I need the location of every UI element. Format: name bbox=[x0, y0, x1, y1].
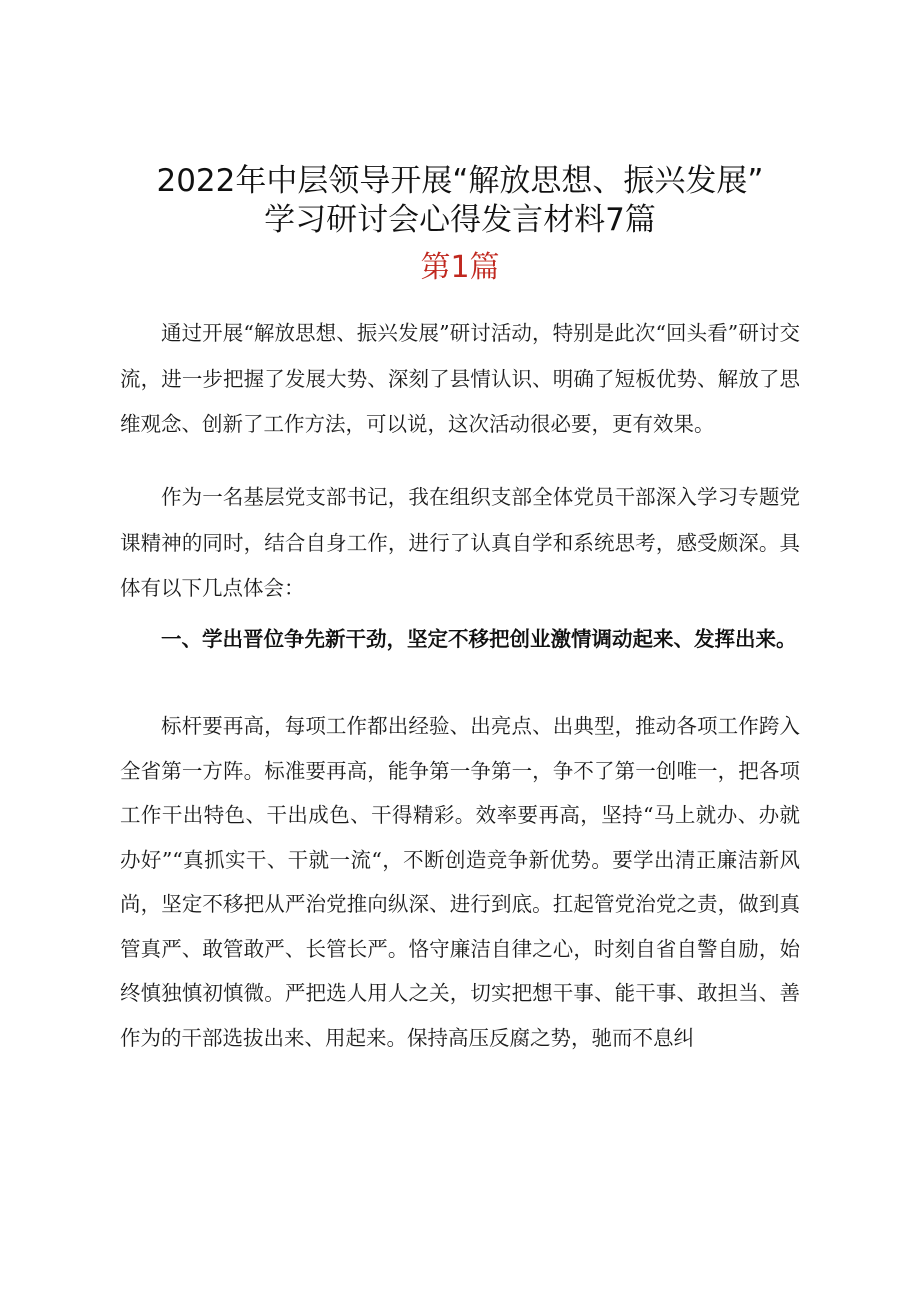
paragraph-intro: 通过开展“解放思想、振兴发展”研讨活动，特别是此次“回头看”研讨交流，进一步把握了发展大势、深刻了县情认识、明确了短板优势、解放了思维观念、创新了工作方法，可以说，这次活动很必要，更有效果。 bbox=[120, 321, 800, 436]
paragraph-role: 作为一名基层党支部书记，我在组织支部全体党员干部深入学习专题党课精神的同时，结合自身工作，进行了认真自学和系统思考，感受颇深。具体有以下几点体会： bbox=[120, 485, 800, 600]
paragraph-heading-one: 一、学出晋位争先新干劲，坚定不移把创业激情调动起来、发挥出来。 bbox=[161, 627, 797, 651]
document-title-line-2: 学习研讨会心得发言材料7篇 bbox=[264, 202, 656, 238]
document-title-line-1: 2022年中层领导开展“解放思想、振兴发展” bbox=[156, 163, 764, 199]
paragraph-body: 标杆要再高，每项工作都出经验、出亮点、出典型，推动各项工作跨入全省第一方阵。标准要再高，能争第一争第一，争不了第一创唯一，把各项工作干出特色、干出成色、干得精彩。效率要再高，坚持“马上就办、办就办好”“真抓实干、干就一流“，不断创造竞争新优势。要学出清正廉洁新风尚，坚定不移把从严治党推向纵深、进行到底。扛起管党治党之责，做到真管真严、敢管敢严、长管长严。恪守廉洁自律之心，时刻自省自警自励，始终慎独慎初慎微。严把选人用人之关，切实把想干事、能干事、敢担当、善作为的干部选拔出来、用起来。保持高压反腐之势，驰而不息纠 bbox=[120, 714, 800, 1050]
section-label: 第1篇 bbox=[420, 250, 500, 285]
